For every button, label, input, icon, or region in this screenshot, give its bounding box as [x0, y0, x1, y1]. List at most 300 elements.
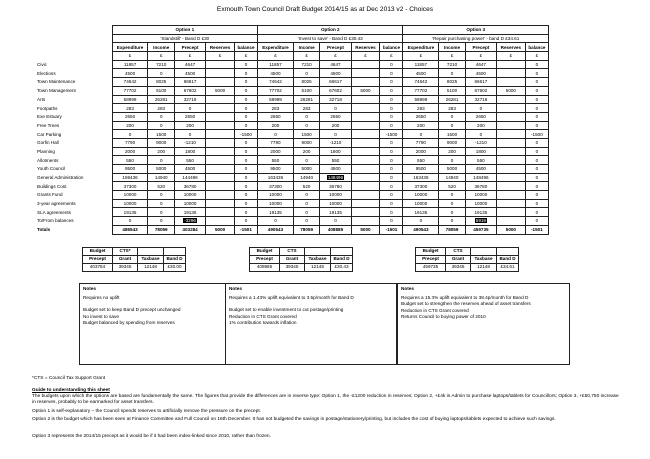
table-row — [36, 112, 549, 121]
precept-cell: 39345 — [446, 264, 471, 272]
option-subtitle: 'Standstill' - Band D £30 — [112, 34, 257, 43]
value-cell: 0 — [525, 147, 548, 156]
value-cell: 200 — [465, 121, 496, 130]
value-cell: 7790 — [258, 138, 294, 147]
value-cell: 77702 — [403, 86, 439, 95]
value-cell: 8025 — [148, 78, 175, 87]
value-cell: 148496 — [465, 173, 496, 182]
value-cell: 550 — [175, 156, 206, 165]
value-cell: -1210 — [320, 138, 351, 147]
value-cell: 5100 — [439, 86, 466, 95]
value-cell — [351, 112, 380, 121]
value-cell: 0 — [380, 165, 403, 174]
currency-cell: £ — [380, 52, 403, 61]
value-cell: 37300 — [403, 182, 439, 191]
value-cell: 2650 — [112, 112, 148, 121]
value-cell: 0 — [380, 112, 403, 121]
value-cell: 0 — [320, 104, 351, 113]
value-cell: 0 — [525, 112, 548, 121]
row-label: General Administration — [37, 175, 84, 181]
value-cell: 0 — [525, 78, 548, 87]
precept-cell — [138, 248, 164, 256]
value-cell — [206, 121, 235, 130]
value-cell: 2000 — [112, 147, 148, 156]
value-cell: 403284 — [175, 225, 206, 234]
precept-cell: £30.00 — [164, 264, 186, 272]
value-cell: 0 — [439, 208, 466, 217]
value-cell — [351, 78, 380, 87]
value-cell: 19135 — [465, 208, 496, 217]
precept-cell: Taxbase — [305, 256, 331, 264]
value-cell: 0 — [148, 191, 175, 200]
table-row — [36, 121, 549, 130]
value-cell — [206, 217, 235, 226]
table-row — [36, 182, 549, 191]
corner-cell — [36, 52, 112, 61]
value-cell: 4500 — [465, 165, 496, 174]
value-cell: 0 — [235, 173, 258, 182]
precept-cell: 12148 — [138, 264, 164, 272]
currency-cell: £ — [525, 52, 548, 61]
precept-cell: CTS — [446, 248, 471, 256]
value-cell: 163436 — [258, 173, 294, 182]
currency-cell: £ — [235, 52, 258, 61]
value-cell: 26281 — [148, 95, 175, 104]
value-cell: 408885 — [320, 225, 351, 234]
value-cell: 4500 — [175, 69, 206, 78]
precept-cell: CTS* — [113, 248, 138, 256]
value-cell: 58999 — [403, 95, 439, 104]
column-header: Reserves — [496, 43, 525, 52]
value-cell: 36780 — [175, 182, 206, 191]
value-cell: 0 — [258, 217, 294, 226]
value-cell: 5000 — [206, 86, 235, 95]
value-cell: 10000 — [465, 191, 496, 200]
value-cell — [351, 138, 380, 147]
value-cell: 0 — [148, 69, 175, 78]
value-cell: 200 — [320, 121, 351, 130]
notes-line: Requires no uplift — [83, 295, 120, 301]
value-cell: -1210 — [465, 138, 496, 147]
currency-cell: £ — [351, 52, 380, 61]
value-cell: 144496 — [175, 173, 206, 182]
value-cell — [496, 121, 525, 130]
value-cell: 10000 — [465, 199, 496, 208]
row-label: Elections — [37, 70, 56, 76]
table-row — [36, 225, 549, 234]
notes-line: Reduction in CTS Grant covered — [401, 307, 469, 313]
value-cell: 67602 — [465, 86, 496, 95]
column-header: Precept — [175, 43, 206, 52]
precept-cell: 408985 — [250, 264, 280, 272]
precept-cell: 403784 — [83, 264, 113, 272]
option-subtitle: 'Invest to save' - Band D £30.43 — [258, 34, 403, 43]
value-cell: 26281 — [439, 95, 466, 104]
value-cell: 7210 — [148, 60, 175, 69]
value-cell: 1500 — [293, 130, 320, 139]
notes-box — [397, 283, 570, 365]
value-cell: 0 — [293, 156, 320, 165]
column-header: Reserves — [206, 43, 235, 52]
value-cell: 10000 — [403, 191, 439, 200]
value-cell: 7790 — [403, 138, 439, 147]
precept-cell: Taxbase — [138, 256, 164, 264]
value-cell: 0 — [235, 217, 258, 226]
guide-heading: Guide to understanding this sheet — [32, 388, 110, 393]
value-cell: 66617 — [465, 78, 496, 87]
option-subtitle: 'Repair purchasing power' - band D £34.61 — [403, 34, 549, 43]
currency-cell: £ — [148, 52, 175, 61]
row-label: Free Trees — [37, 122, 60, 128]
value-cell — [351, 191, 380, 200]
notes-box — [79, 283, 226, 365]
precept-table — [249, 247, 353, 272]
value-cell: 0 — [380, 121, 403, 130]
value-cell: 78059 — [293, 225, 320, 234]
value-cell: 0 — [235, 147, 258, 156]
value-cell: 0 — [235, 138, 258, 147]
notes-heading: Notes — [229, 286, 243, 291]
value-cell — [496, 217, 525, 226]
guide-paragraph-3: Option 2 is the budget which has been seen at Finance Committee and Full Council on 16th December. It has not budgeted the savings in postage/stationery/printing, but includes the cost of buying laptops/tablets expected to achieve such savings. — [32, 417, 556, 422]
value-cell: 0 — [380, 138, 403, 147]
value-cell: 10000 — [175, 191, 206, 200]
value-cell: 7210 — [293, 60, 320, 69]
value-cell: 0 — [403, 217, 439, 226]
reverse-type-value: -3296 — [184, 218, 196, 224]
precept-cell: £30.43 — [331, 264, 353, 272]
notes-line: Reduction in CTS Grant covered — [229, 313, 297, 319]
value-cell: 0 — [235, 112, 258, 121]
table-row — [36, 173, 549, 182]
value-cell: 0 — [293, 112, 320, 121]
precept-cell: Budget — [83, 248, 113, 256]
value-cell — [496, 191, 525, 200]
value-cell: 0 — [235, 86, 258, 95]
column-header: balance — [525, 43, 548, 52]
currency-cell: £ — [258, 52, 294, 61]
currency-cell: £ — [206, 52, 235, 61]
value-cell: 0 — [525, 156, 548, 165]
notes-heading: Notes — [83, 286, 97, 291]
precept-cell: £34.61 — [497, 264, 519, 272]
table-row — [36, 95, 549, 104]
currency-cell: £ — [465, 52, 496, 61]
value-cell: 550 — [320, 156, 351, 165]
option-name: Option 2 — [258, 26, 403, 35]
precept-cell — [164, 248, 186, 256]
value-cell: 32718 — [465, 95, 496, 104]
value-cell: 0 — [380, 60, 403, 69]
value-cell: 0 — [235, 199, 258, 208]
row-label: Footpaths — [37, 105, 58, 111]
value-cell: 0 — [235, 95, 258, 104]
row-label: To/From balances — [37, 218, 74, 224]
value-cell: 2650 — [175, 112, 206, 121]
row-label: Planning — [37, 148, 55, 154]
cts-footnote: *CTS = Council Tax Support Grant — [32, 376, 106, 381]
value-cell: 0 — [293, 69, 320, 78]
value-cell: 0 — [380, 69, 403, 78]
value-cell: 0 — [525, 60, 548, 69]
precept-cell: CTS — [280, 248, 305, 256]
value-cell — [496, 165, 525, 174]
value-cell — [206, 199, 235, 208]
precept-cell — [497, 248, 519, 256]
precept-cell: 39345 — [113, 264, 138, 272]
precept-cell: Budget — [416, 248, 446, 256]
table-row — [36, 86, 549, 95]
value-cell: 0 — [293, 217, 320, 226]
column-header: Precept — [465, 43, 496, 52]
table-row — [36, 138, 549, 147]
precept-cell — [471, 248, 497, 256]
value-cell: 9000 — [148, 138, 175, 147]
precept-cell: Grant — [280, 256, 305, 264]
value-cell: -1500 — [235, 130, 258, 139]
value-cell — [496, 60, 525, 69]
value-cell: 5000 — [351, 225, 380, 234]
row-label: Exe Estuary — [37, 114, 62, 120]
value-cell — [496, 147, 525, 156]
row-label: Town Maintenance — [37, 79, 76, 85]
value-cell: 0 — [175, 130, 206, 139]
column-header: Expenditure — [403, 43, 439, 52]
value-cell: -1501 — [525, 225, 548, 234]
value-cell: 0 — [235, 182, 258, 191]
notes-line: Budget set to enable investment to cut postage/printing — [229, 307, 344, 313]
row-label: Grants Fund — [37, 192, 63, 198]
value-cell: 0 — [380, 173, 403, 182]
table-row — [36, 69, 549, 78]
value-cell: 0 — [525, 86, 548, 95]
value-cell: 0 — [380, 156, 403, 165]
notes-line: Budget set to strengthen the reserves ahead of asset transfers — [401, 301, 531, 307]
value-cell: 5000 — [206, 225, 235, 234]
value-cell: 5000 — [439, 165, 466, 174]
value-cell: 550 — [403, 156, 439, 165]
value-cell: 0 — [439, 217, 466, 226]
row-label: SLA agreements — [37, 209, 71, 215]
value-cell: 26281 — [293, 95, 320, 104]
value-cell: 32718 — [175, 95, 206, 104]
value-cell: 0 — [439, 112, 466, 121]
value-cell: 2000 — [403, 147, 439, 156]
value-cell: 0 — [235, 191, 258, 200]
value-cell: 0 — [112, 217, 148, 226]
value-cell — [496, 130, 525, 139]
value-cell — [206, 173, 235, 182]
highlighted-cell — [320, 173, 351, 182]
value-cell: 11857 — [403, 60, 439, 69]
value-cell: 2650 — [320, 112, 351, 121]
value-cell: 19135 — [112, 208, 148, 217]
value-cell — [206, 60, 235, 69]
value-cell: 0 — [439, 156, 466, 165]
value-cell: 200 — [112, 121, 148, 130]
value-cell — [351, 156, 380, 165]
value-cell: 0 — [525, 165, 548, 174]
value-cell: 283 — [112, 104, 148, 113]
value-cell: 77702 — [112, 86, 148, 95]
value-cell: 0 — [235, 69, 258, 78]
highlighted-cell — [465, 217, 496, 226]
row-label: Youth Council — [37, 166, 66, 172]
value-cell: 0 — [439, 191, 466, 200]
value-cell: 14940 — [148, 173, 175, 182]
value-cell: 2000 — [258, 147, 294, 156]
notes-heading: Notes — [401, 286, 415, 291]
value-cell: 0 — [439, 199, 466, 208]
table-row — [36, 165, 549, 174]
value-cell — [206, 147, 235, 156]
precept-cell: Grant — [113, 256, 138, 264]
value-cell: 0 — [525, 104, 548, 113]
guide-paragraph-1: The budgets upon which the options are based are fundamentally the same. The figures that provide the differences are in reverse type: Option 1, the -£1200 reduction in reserves; Option 2, +£4k in Admin to purchase laptops/tablets for Councillors; Option 3, +£50,750 increase in reserves, probably to be earmarked for asset transfers. — [32, 394, 619, 406]
value-cell: -1501 — [235, 225, 258, 234]
value-cell: 4500 — [403, 69, 439, 78]
value-cell: 200 — [148, 147, 175, 156]
value-cell: 9500 — [403, 165, 439, 174]
value-cell — [496, 78, 525, 87]
value-cell: 10000 — [258, 199, 294, 208]
value-cell: 0 — [148, 112, 175, 121]
precept-cell: 459735 — [416, 264, 446, 272]
value-cell — [351, 95, 380, 104]
value-cell — [206, 191, 235, 200]
value-cell: 10000 — [403, 199, 439, 208]
row-label: Allotments — [37, 157, 59, 163]
value-cell: 0 — [525, 69, 548, 78]
precept-cell — [305, 248, 331, 256]
value-cell: 2650 — [465, 112, 496, 121]
value-cell — [351, 69, 380, 78]
value-cell: 0 — [465, 130, 496, 139]
value-cell: 0 — [525, 191, 548, 200]
value-cell — [351, 104, 380, 113]
reverse-type-value: 148496 — [327, 175, 344, 181]
value-cell: 58999 — [258, 95, 294, 104]
value-cell — [496, 104, 525, 113]
value-cell: 283 — [403, 104, 439, 113]
precept-cell: Budget — [250, 248, 280, 256]
value-cell: 0 — [148, 208, 175, 217]
column-header: Expenditure — [258, 43, 294, 52]
row-label: 3-year agreements — [37, 201, 76, 207]
notes-line: Returns Council to buying power of 2010 — [401, 313, 486, 319]
value-cell: 0 — [525, 208, 548, 217]
value-cell: 0 — [235, 104, 258, 113]
value-cell: 4500 — [465, 69, 496, 78]
value-cell: 10000 — [112, 191, 148, 200]
value-cell: 0 — [235, 156, 258, 165]
value-cell: 4647 — [465, 60, 496, 69]
value-cell: 550 — [112, 156, 148, 165]
value-cell: 0 — [235, 208, 258, 217]
precept-table — [82, 247, 186, 272]
value-cell: 14940 — [293, 173, 320, 182]
value-cell — [206, 130, 235, 139]
value-cell: 200 — [293, 147, 320, 156]
value-cell: 283 — [148, 104, 175, 113]
value-cell: 0 — [293, 199, 320, 208]
value-cell — [351, 147, 380, 156]
value-cell: 0 — [380, 86, 403, 95]
value-cell: 67602 — [175, 86, 206, 95]
value-cell — [206, 104, 235, 113]
row-label: Town Management — [37, 88, 76, 94]
value-cell: 0 — [439, 121, 466, 130]
value-cell: 4500 — [320, 69, 351, 78]
precept-cell: Grant — [446, 256, 471, 264]
value-cell: 5000 — [496, 86, 525, 95]
value-cell: 0 — [320, 217, 351, 226]
row-label: Buildings Cost — [37, 183, 67, 189]
value-cell: 0 — [380, 182, 403, 191]
value-cell: 0 — [112, 130, 148, 139]
value-cell: 0 — [525, 199, 548, 208]
value-cell: 66617 — [320, 78, 351, 87]
precept-cell: Precept — [83, 256, 113, 264]
value-cell: 67602 — [320, 86, 351, 95]
value-cell: 9500 — [112, 165, 148, 174]
value-cell: 78059 — [148, 225, 175, 234]
value-cell: 283 — [439, 104, 466, 113]
value-cell: 74642 — [112, 78, 148, 87]
value-cell: 4500 — [320, 165, 351, 174]
currency-cell: £ — [320, 52, 351, 61]
value-cell: 0 — [403, 130, 439, 139]
value-cell: 2650 — [403, 112, 439, 121]
value-cell: 0 — [235, 165, 258, 174]
value-cell: 19135 — [403, 208, 439, 217]
value-cell: 5000 — [148, 165, 175, 174]
value-cell — [206, 165, 235, 174]
value-cell: 32718 — [320, 95, 351, 104]
value-cell: 0 — [235, 78, 258, 87]
value-cell — [351, 173, 380, 182]
value-cell — [496, 156, 525, 165]
precept-cell: 12148 — [305, 264, 331, 272]
value-cell: 10000 — [320, 191, 351, 200]
column-header: Income — [439, 43, 466, 52]
value-cell: 200 — [175, 121, 206, 130]
value-cell — [351, 130, 380, 139]
value-cell: 10000 — [320, 199, 351, 208]
value-cell: 36780 — [465, 182, 496, 191]
value-cell: 550 — [258, 156, 294, 165]
value-cell — [206, 208, 235, 217]
value-cell — [351, 121, 380, 130]
page-title: Exmouth Town Council Draft Budget 2014/15 as at Dec 2013 v2 - Choices — [216, 6, 434, 13]
value-cell: 1800 — [465, 147, 496, 156]
value-cell: 4500 — [175, 165, 206, 174]
value-cell — [496, 182, 525, 191]
row-label: Totals — [37, 227, 51, 233]
value-cell: 0 — [525, 95, 548, 104]
currency-cell: £ — [112, 52, 148, 61]
value-cell: 1800 — [175, 147, 206, 156]
value-cell: 0 — [380, 208, 403, 217]
value-cell: 9500 — [258, 165, 294, 174]
value-cell: 4500 — [112, 69, 148, 78]
value-cell — [496, 95, 525, 104]
value-cell: 0 — [380, 95, 403, 104]
currency-cell: £ — [293, 52, 320, 61]
value-cell: 0 — [320, 130, 351, 139]
value-cell: -1210 — [175, 138, 206, 147]
value-cell: 19135 — [175, 208, 206, 217]
